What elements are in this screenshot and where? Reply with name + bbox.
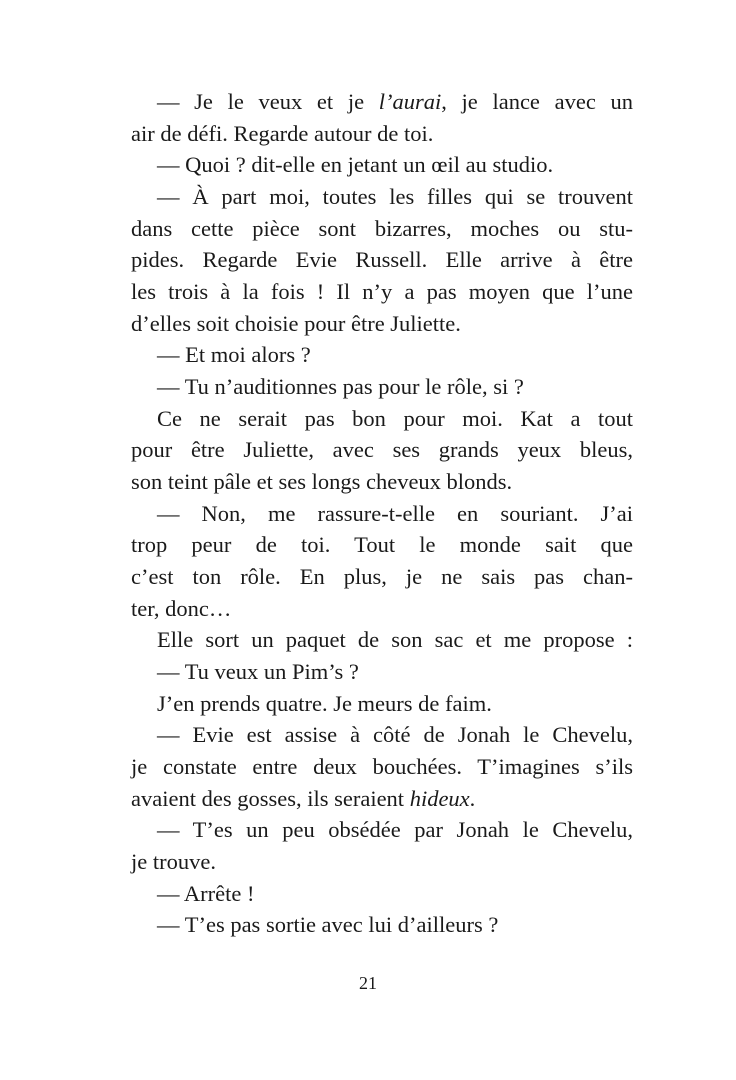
text-line: je trouve. — [131, 849, 216, 874]
text-line: — T’es un peu obsédée par Jonah le Chevelu, — [157, 817, 633, 842]
text-line: pides. Regarde Evie Russell. Elle arrive à être — [131, 247, 633, 272]
italic-word: l’aurai — [378, 89, 442, 114]
text-line: pour être Juliette, avec ses grands yeux bleus, — [131, 437, 633, 462]
text-line: son teint pâle et ses longs cheveux blonds. — [131, 469, 513, 494]
text-line: — Et moi alors ? — [157, 342, 311, 367]
text-segment: avaient des gosses, ils seraient — [131, 786, 410, 811]
text-line: — T’es pas sortie avec lui d’ailleurs ? — [157, 912, 499, 937]
text-line: Elle sort un paquet de son sac et me propose : — [157, 627, 633, 652]
text-line: les trois à la fois ! Il n’y a pas moyen que l’une — [131, 279, 633, 304]
text-line: — Non, me rassure-t-elle en souriant. J’ai — [157, 501, 633, 526]
text-line: je constate entre deux bouchées. T’imagines s’ils — [131, 754, 633, 779]
text-segment: — Je le veux et je — [157, 89, 379, 114]
text-line: — À part moi, toutes les filles qui se trouvent — [157, 184, 633, 209]
text-line — [131, 782, 633, 815]
text-line: dans cette pièce sont bizarres, moches ou stu- — [131, 216, 633, 241]
text-line: d’elles soit choisie pour être Juliette. — [131, 311, 461, 336]
text-segment: , je lance avec un — [441, 89, 633, 114]
text-line: — Tu n’auditionnes pas pour le rôle, si ? — [157, 374, 524, 399]
text-line: — Tu veux un Pim’s ? — [157, 659, 359, 684]
page-number: 21 — [359, 973, 377, 993]
italic-word: hideux — [409, 786, 470, 811]
text-segment: . — [469, 786, 476, 811]
text-line: c’est ton rôle. En plus, je ne sais pas chan- — [131, 564, 633, 589]
text-line: — Evie est assise à côté de Jonah le Chevelu, — [157, 722, 633, 747]
text-line: air de défi. Regarde autour de toi. — [131, 121, 434, 146]
text-line — [157, 85, 633, 118]
text-line: — Quoi ? dit-elle en jetant un œil au studio. — [157, 152, 554, 177]
text-line: Ce ne serait pas bon pour moi. Kat a tout — [157, 406, 633, 431]
text-line: J’en prends quatre. Je meurs de faim. — [157, 691, 492, 716]
text-line: — Arrête ! — [157, 881, 255, 906]
text-line: trop peur de toi. Tout le monde sait que — [131, 532, 633, 557]
text-line: ter, donc… — [131, 596, 232, 621]
